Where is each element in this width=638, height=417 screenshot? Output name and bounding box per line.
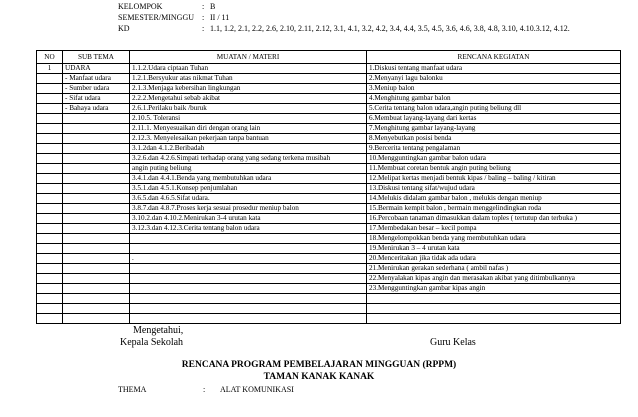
table-row [37, 124, 621, 134]
cell-no [37, 104, 63, 114]
semester-label: SEMESTER/MINGGU [118, 13, 195, 22]
cell-sub-tema: - Sumber udara [63, 84, 130, 94]
cell-no [37, 144, 63, 154]
rppm-table [36, 50, 621, 324]
cell-no [37, 254, 63, 264]
table-row [37, 314, 621, 324]
cell-muatan-materi [130, 234, 367, 244]
kelompok-label: KELOMPOK [118, 2, 163, 11]
cell-rencana-kegiatan: 17.Membedakan besar – kecil pompa [367, 224, 621, 234]
cell-no [37, 84, 63, 94]
kelompok-separator: : [202, 2, 205, 11]
cell-rencana-kegiatan [367, 294, 621, 304]
cell-muatan-materi [130, 264, 367, 274]
cell-no [37, 214, 63, 224]
cell-sub-tema [63, 194, 130, 204]
cell-muatan-materi: 2.12.3. Menyelesaikan pekerjaan tanpa bantuan [130, 134, 367, 144]
cell-no [37, 124, 63, 134]
cell-sub-tema [63, 114, 130, 124]
cell-no [37, 274, 63, 284]
cell-rencana-kegiatan: 18.Mengelompokkan benda yang membutuhkan udara [367, 234, 621, 244]
cell-muatan-materi: angin puting beliung [130, 164, 367, 174]
column-header-rencana-kegiatan: RENCANA KEGIATAN [367, 51, 621, 64]
cell-no [37, 114, 63, 124]
cell-no [37, 284, 63, 294]
cell-no [37, 174, 63, 184]
cell-muatan-materi [130, 314, 367, 324]
table-row [37, 174, 621, 184]
cell-muatan-materi: 2.6.1.Perilaku baik /buruk [130, 104, 367, 114]
cell-rencana-kegiatan: 16.Percobaan tanaman dimasukkan dalam toples ( tertutup dan terbuka ) [367, 214, 621, 224]
table-row [37, 254, 621, 264]
cell-sub-tema [63, 124, 130, 134]
cell-no [37, 304, 63, 314]
table-row [37, 224, 621, 234]
cell-sub-tema [63, 284, 130, 294]
cell-sub-tema [63, 304, 130, 314]
table-row [37, 64, 621, 74]
table-row [37, 104, 621, 114]
cell-sub-tema: - Bahaya udara [63, 104, 130, 114]
cell-rencana-kegiatan: 3.Meniup balon [367, 84, 621, 94]
table-row [37, 244, 621, 254]
table-row [37, 134, 621, 144]
cell-sub-tema [63, 314, 130, 324]
cell-rencana-kegiatan: 15.Bermain kempit balon , bermain menggelindingkan roda [367, 204, 621, 214]
cell-sub-tema [63, 154, 130, 164]
kepala-sekolah-label: Kepala Sekolah [120, 337, 184, 348]
cell-no [37, 194, 63, 204]
cell-muatan-materi [130, 284, 367, 294]
cell-rencana-kegiatan: 2.Menyanyi lagu balonku [367, 74, 621, 84]
cell-sub-tema: - Manfaat udara [63, 74, 130, 84]
cell-rencana-kegiatan: 22.Menyalakan kipas angin dan merasakan akibat yang ditimbulkannya [367, 274, 621, 284]
table-row [37, 264, 621, 274]
table-row [37, 274, 621, 284]
semester-value: II / 11 [210, 13, 230, 22]
cell-no [37, 224, 63, 234]
table-row [37, 114, 621, 124]
cell-sub-tema: - Sifat udara [63, 94, 130, 104]
theme-separator: : [203, 385, 206, 394]
table-row [37, 74, 621, 84]
cell-no [37, 204, 63, 214]
table-row [37, 154, 621, 164]
cell-no [37, 244, 63, 254]
cell-rencana-kegiatan: 7.Menghitung gambar layang-layang [367, 124, 621, 134]
cell-sub-tema [63, 294, 130, 304]
cell-muatan-materi [130, 244, 367, 254]
table-row [37, 294, 621, 304]
table-row [37, 194, 621, 204]
cell-rencana-kegiatan: 9.Bercerita tentang pengalaman [367, 144, 621, 154]
cell-muatan-materi: . [130, 254, 367, 264]
table-row [37, 164, 621, 174]
kelompok-value: B [210, 2, 216, 11]
kd-separator: : [202, 24, 205, 33]
cell-rencana-kegiatan: 11.Membuat coretan bentuk angin puting beliung [367, 164, 621, 174]
column-header-sub-tema: SUB TEMA [63, 51, 130, 64]
cell-muatan-materi: 3.2.6.dan 4.2.6.Simpati terhadap orang yang sedang terkena musibah [130, 154, 367, 164]
theme-value: ALAT KOMUNIKASI [220, 385, 294, 394]
cell-sub-tema [63, 234, 130, 244]
column-header-muatan-materi: MUATAN / MATERI [130, 51, 367, 64]
cell-muatan-materi: 3.5.1.dan 4.5.1.Konsep penjumlahan [130, 184, 367, 194]
kd-value: 1.1, 1.2, 2.1, 2.2, 2.6, 2.10, 2.11, 2.12, 3.1, 4.1, 3.2, 4.2, 3.4, 4.4, 3.5, 4.5, 3.6, 4.6, 3.8, 4.8, 3.10, 4.10.3.12, 4.12. [210, 24, 570, 33]
cell-sub-tema [63, 274, 130, 284]
kd-label: KD [118, 24, 130, 33]
cell-rencana-kegiatan: 14.Melukis didalam gambar balon , melukis dengan meniup [367, 194, 621, 204]
cell-muatan-materi: 2.1.3.Menjaga kebersihan lingkungan [130, 84, 367, 94]
cell-rencana-kegiatan: 23.Mengguntingkan gambar kipas angin [367, 284, 621, 294]
cell-sub-tema [63, 134, 130, 144]
header-kelompok [118, 2, 215, 11]
cell-muatan-materi: 2.10.5. Toleransi [130, 114, 367, 124]
cell-muatan-materi: 3.1.2dan 4.1.2.Beribadah [130, 144, 367, 154]
document-title: RENCANA PROGRAM PEMBELAJARAN MINGGUAN (RPPM) [181, 360, 457, 370]
cell-muatan-materi [130, 274, 367, 284]
cell-sub-tema [63, 174, 130, 184]
cell-muatan-materi: 1.1.2.Udara ciptaan Tuhan [130, 64, 367, 74]
cell-no: 1 [37, 64, 63, 74]
cell-muatan-materi: 3.10.2.dan 4.10.2.Menirukan 3-4 urutan kata [130, 214, 367, 224]
cell-rencana-kegiatan: 13.Diskusi tentang sifat/wujud udara [367, 184, 621, 194]
cell-sub-tema [63, 264, 130, 274]
cell-sub-tema [63, 164, 130, 174]
cell-muatan-materi [130, 304, 367, 314]
table-row [37, 84, 621, 94]
cell-rencana-kegiatan [367, 314, 621, 324]
table-row [37, 214, 621, 224]
cell-rencana-kegiatan: 10.Mengguntingkan gambar balon udara [367, 154, 621, 164]
cell-rencana-kegiatan: 1.Diskusi tentang manfaat udara [367, 64, 621, 74]
header-semester [118, 13, 229, 22]
cell-rencana-kegiatan [367, 304, 621, 314]
cell-sub-tema [63, 144, 130, 154]
cell-sub-tema [63, 184, 130, 194]
table-header-row [37, 51, 621, 64]
cell-rencana-kegiatan: 20.Menceritakan jika tidak ada udara [367, 254, 621, 264]
cell-no [37, 154, 63, 164]
cell-muatan-materi: 3.6.5.dan 4.6.5.Sifat udara. [130, 194, 367, 204]
cell-sub-tema: UDARA [63, 64, 130, 74]
table-row [37, 204, 621, 214]
cell-sub-tema [63, 214, 130, 224]
cell-muatan-materi: 3.12.3.dan 4.12.3.Cerita tentang balon udara [130, 224, 367, 234]
theme-label: THEMA [118, 385, 147, 394]
cell-no [37, 94, 63, 104]
cell-sub-tema [63, 204, 130, 214]
cell-rencana-kegiatan: 12.Melipat kertas menjadi bentuk kipas / baling – baling / kitiran [367, 174, 621, 184]
cell-no [37, 184, 63, 194]
cell-no [37, 164, 63, 174]
cell-muatan-materi: 1.2.1.Bersyukur atas nikmat Tuhan [130, 74, 367, 84]
cell-muatan-materi: 3.4.1.dan 4.4.1.Benda yang membutuhkan udara [130, 174, 367, 184]
column-header-no: NO [37, 51, 63, 64]
cell-rencana-kegiatan: 21.Menirukan gerakan sederhana ( ambil nafas ) [367, 264, 621, 274]
table-row [37, 284, 621, 294]
table-body [37, 64, 621, 324]
cell-muatan-materi: 2.11.1. Menyesuaikan diri dengan orang lain [130, 124, 367, 134]
guru-kelas-label: Guru Kelas [430, 337, 476, 348]
cell-rencana-kegiatan: 19.Menirukan 3 – 4 urutan kata [367, 244, 621, 254]
cell-muatan-materi: 2.2.2.Mengetahui sebab akibat [130, 94, 367, 104]
cell-no [37, 314, 63, 324]
table-row [37, 184, 621, 194]
cell-rencana-kegiatan: 8.Menyebutkan posisi benda [367, 134, 621, 144]
cell-rencana-kegiatan: 6.Membuat layang-layang dari kertas [367, 114, 621, 124]
cell-no [37, 134, 63, 144]
semester-separator: : [202, 13, 205, 22]
cell-sub-tema [63, 224, 130, 234]
cell-no [37, 294, 63, 304]
document-subtitle: TAMAN KANAK KANAK [263, 372, 375, 382]
cell-muatan-materi: 3.8.7.dan 4.8.7.Proses kerja sesuai prosedur meniup balon [130, 204, 367, 214]
cell-rencana-kegiatan: 4.Menghitung gambar balon [367, 94, 621, 104]
cell-sub-tema [63, 254, 130, 264]
table-row [37, 94, 621, 104]
cell-no [37, 264, 63, 274]
table-row [37, 144, 621, 154]
cell-sub-tema [63, 244, 130, 254]
cell-muatan-materi [130, 294, 367, 304]
cell-no [37, 234, 63, 244]
header-kd [118, 24, 570, 33]
cell-rencana-kegiatan: 5.Cerita tentang balon udara,angin puting beliung dll [367, 104, 621, 114]
mengetahui-label: Mengetahui, [133, 325, 184, 336]
cell-no [37, 74, 63, 84]
table-row [37, 234, 621, 244]
table-row [37, 304, 621, 314]
